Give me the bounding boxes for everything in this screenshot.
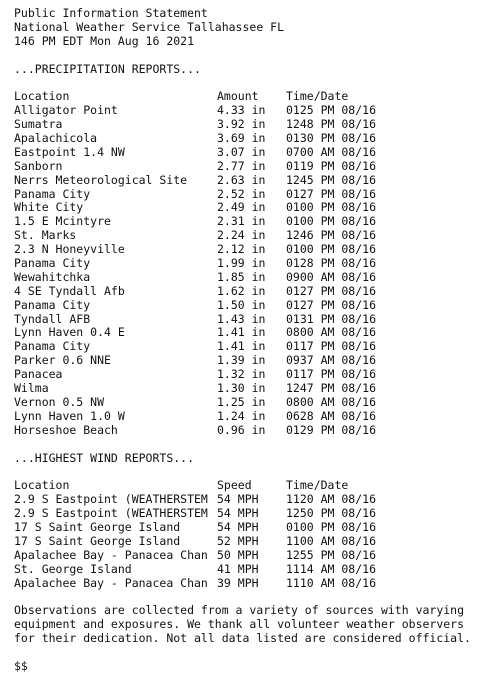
disclaimer-line: equipment and exposures. We thank all volunteer weather observers <box>14 617 465 632</box>
precip-amt: 2.24 in <box>217 228 266 243</box>
precip-loc: Sanborn <box>14 158 63 173</box>
precip-loc: Panama City <box>14 339 91 354</box>
wind-time: 1110 AM 08/16 <box>286 575 377 590</box>
precip-time: 1246 PM 08/16 <box>286 228 377 243</box>
precip-amt: 1.30 in <box>217 381 266 396</box>
table-row <box>14 271 494 285</box>
table-row <box>14 160 494 174</box>
precip-time: 0100 PM 08/16 <box>286 242 377 257</box>
precip-amt: 1.43 in <box>217 311 266 326</box>
precip-loc: Sumatra <box>14 117 63 132</box>
table-row <box>14 146 494 160</box>
precip-amt: 2.49 in <box>217 200 266 215</box>
precip-loc: Eastpoint 1.4 NW <box>14 144 125 159</box>
wind-spd: 54 MPH <box>217 519 259 534</box>
precip-loc: Panama City <box>14 297 91 312</box>
precip-time: 0119 PM 08/16 <box>286 158 377 173</box>
precip-time: 0130 PM 08/16 <box>286 131 377 146</box>
precip-time: 0100 PM 08/16 <box>286 200 377 215</box>
wind-loc: 2.9 S Eastpoint (WEATHERSTEM <box>14 492 208 507</box>
precip-time: 0117 PM 08/16 <box>286 339 377 354</box>
wind-time: 1120 AM 08/16 <box>286 492 377 507</box>
wind-loc: Apalachee Bay - Panacea Chan <box>14 547 208 562</box>
wind-loc: 17 S Saint George Island <box>14 519 181 534</box>
precip-time: 0800 AM 08/16 <box>286 394 377 409</box>
table-row <box>14 118 494 132</box>
precip-loc: Panama City <box>14 256 91 271</box>
precip-time: 0131 PM 08/16 <box>286 311 377 326</box>
wind-section-title: ...HIGHEST WIND REPORTS... <box>14 450 195 465</box>
precip-time: 0937 AM 08/16 <box>286 353 377 368</box>
precip-col-time: Time/Date <box>286 89 349 104</box>
table-row <box>14 354 494 368</box>
precip-amt: 1.41 in <box>217 325 266 340</box>
table-row <box>14 188 494 202</box>
precip-amt: 1.85 in <box>217 269 266 284</box>
wind-spd: 50 MPH <box>217 547 259 562</box>
wind-col-time: Time/Date <box>286 478 349 493</box>
precip-amt: 1.25 in <box>217 394 266 409</box>
table-row <box>14 396 494 410</box>
precip-amt: 1.32 in <box>217 367 266 382</box>
precip-time: 0700 AM 08/16 <box>286 144 377 159</box>
table-row <box>14 313 494 327</box>
precip-loc: Tyndall AFB <box>14 311 91 326</box>
wind-loc: 2.9 S Eastpoint (WEATHERSTEM <box>14 506 208 521</box>
table-row <box>14 563 494 577</box>
precip-time: 0628 AM 08/16 <box>286 408 377 423</box>
precip-amt: 1.24 in <box>217 408 266 423</box>
wind-col-location: Location <box>14 478 70 493</box>
wind-time: 1250 PM 08/16 <box>286 506 377 521</box>
wind-loc: 17 S Saint George Island <box>14 533 181 548</box>
precip-amt: 2.77 in <box>217 158 266 173</box>
precip-loc: Nerrs Meteorological Site <box>14 172 188 187</box>
precip-amt: 1.50 in <box>217 297 266 312</box>
statement-title: Public Information Statement <box>14 6 208 20</box>
table-row <box>14 507 494 521</box>
issuing-office: National Weather Service Tallahassee FL <box>14 19 285 34</box>
precip-time: 0127 PM 08/16 <box>286 186 377 201</box>
precip-col-location: Location <box>14 89 70 104</box>
precip-loc: St. Marks <box>14 228 77 243</box>
table-row <box>14 132 494 146</box>
precip-loc: Panacea <box>14 367 63 382</box>
precip-time: 0127 PM 08/16 <box>286 297 377 312</box>
precip-loc: Vernon 0.5 NW <box>14 394 105 409</box>
wind-spd: 39 MPH <box>217 575 259 590</box>
wind-spd: 41 MPH <box>217 561 259 576</box>
table-row <box>14 229 494 243</box>
end-marker: $$ <box>14 658 28 673</box>
precip-amt: 1.41 in <box>217 339 266 354</box>
precip-loc: Apalachicola <box>14 131 98 146</box>
precip-time: 0125 PM 08/16 <box>286 103 377 118</box>
precip-amt: 2.52 in <box>217 186 266 201</box>
disclaimer-paragraph <box>14 604 494 646</box>
wind-col-speed: Speed <box>217 478 252 493</box>
precip-time: 0128 PM 08/16 <box>286 256 377 271</box>
wind-spd: 54 MPH <box>217 492 259 507</box>
precip-amt: 4.33 in <box>217 103 266 118</box>
precip-amt: 2.12 in <box>217 242 266 257</box>
table-row <box>14 201 494 215</box>
precip-amt: 1.99 in <box>217 256 266 271</box>
table-row <box>14 340 494 354</box>
table-row <box>14 549 494 563</box>
table-row <box>14 577 494 591</box>
table-row <box>14 174 494 188</box>
precip-col-amount: Amount <box>217 89 259 104</box>
wind-time: 1114 AM 08/16 <box>286 561 377 576</box>
disclaimer-line: for their dedication. Not all data listed are considered official. <box>14 631 471 646</box>
precip-time: 0800 AM 08/16 <box>286 325 377 340</box>
precip-loc: Alligator Point <box>14 103 118 118</box>
precip-amt: 2.63 in <box>217 172 266 187</box>
wind-time: 1100 AM 08/16 <box>286 533 377 548</box>
precip-loc: 2.3 N Honeyville <box>14 242 125 257</box>
wind-spd: 54 MPH <box>217 506 259 521</box>
precip-loc: Lynn Haven 0.4 E <box>14 325 125 340</box>
table-row <box>14 285 494 299</box>
wind-time: 0100 PM 08/16 <box>286 519 377 534</box>
precip-time: 1248 PM 08/16 <box>286 117 377 132</box>
precip-amt: 2.31 in <box>217 214 266 229</box>
precip-time: 0900 AM 08/16 <box>286 269 377 284</box>
table-row <box>14 257 494 271</box>
table-row <box>14 424 494 438</box>
table-row <box>14 535 494 549</box>
precip-amt: 1.62 in <box>217 283 266 298</box>
table-row <box>14 521 494 535</box>
table-row <box>14 326 494 340</box>
precip-loc: White City <box>14 200 84 215</box>
precip-amt: 1.39 in <box>217 353 266 368</box>
precip-time: 0129 PM 08/16 <box>286 422 377 437</box>
wind-loc: St. George Island <box>14 561 132 576</box>
public-information-statement <box>14 0 494 674</box>
table-row <box>14 368 494 382</box>
precip-loc: 4 SE Tyndall Afb <box>14 283 125 298</box>
precip-time: 0100 PM 08/16 <box>286 214 377 229</box>
table-row <box>14 215 494 229</box>
table-row <box>14 493 494 507</box>
wind-header-row <box>14 479 494 493</box>
precip-loc: Wewahitchka <box>14 269 91 284</box>
wind-spd: 52 MPH <box>217 533 259 548</box>
precip-header-row <box>14 90 494 104</box>
table-row <box>14 243 494 257</box>
precip-time: 0127 PM 08/16 <box>286 283 377 298</box>
table-row <box>14 299 494 313</box>
precip-loc: Wilma <box>14 381 49 396</box>
wind-table <box>14 493 494 590</box>
precip-time: 1245 PM 08/16 <box>286 172 377 187</box>
table-row <box>14 104 494 118</box>
precip-amt: 3.07 in <box>217 144 266 159</box>
precip-amt: 3.69 in <box>217 131 266 146</box>
precip-loc: Lynn Haven 1.0 W <box>14 408 125 423</box>
wind-loc: Apalachee Bay - Panacea Chan <box>14 575 208 590</box>
precip-loc: Parker 0.6 NNE <box>14 353 111 368</box>
precip-amt: 3.92 in <box>217 117 266 132</box>
precip-section-title: ...PRECIPITATION REPORTS... <box>14 61 201 76</box>
precip-loc: Horseshoe Beach <box>14 422 118 437</box>
issue-time: 146 PM EDT Mon Aug 16 2021 <box>14 33 195 48</box>
precip-loc: Panama City <box>14 186 91 201</box>
disclaimer-line: Observations are collected from a variety of sources with varying <box>14 603 465 618</box>
table-row <box>14 382 494 396</box>
table-row <box>14 410 494 424</box>
precip-time: 1247 PM 08/16 <box>286 381 377 396</box>
precip-loc: 1.5 E Mcintyre <box>14 214 111 229</box>
precip-time: 0117 PM 08/16 <box>286 367 377 382</box>
precip-table <box>14 104 494 437</box>
wind-time: 1255 PM 08/16 <box>286 547 377 562</box>
precip-amt: 0.96 in <box>217 422 266 437</box>
